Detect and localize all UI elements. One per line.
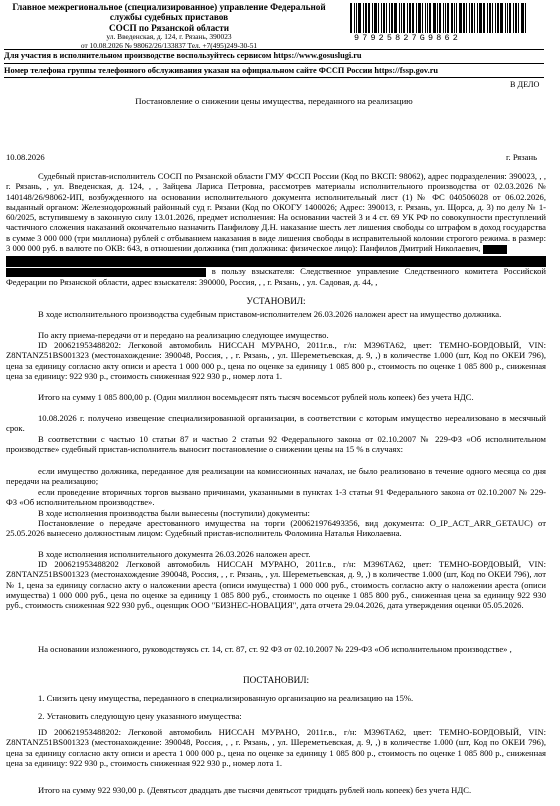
barcode-bar [492,3,493,33]
barcode-bar [518,3,519,33]
paragraph-8: если проведение вторичных торгов вызвано причинами, указанными в пунктах 1-3 статьи 91 Федерального закона от 02.10.2007 № 229-ФЗ «Об исполнительном производстве». [6,487,546,508]
intro-text: Судебный пристав-исполнитель СОСП по Рязанской области ГМУ ФССП России (Код по ВКСП: 98062), адрес подразделения: 390023, , , г. Рязань, , ул. Введенская, д. 124, , , Зайцева Лариса Петровна, рассмотрев материалы исполнительного производства от 02.03.2026 № 140148/26/98062-ИП, возбужденного на основании исполнительного документа исполнительный лист (1) № ФС 040506028 от 06.02.2026, выданный органом: Железнодорожный районный суд г. Рязани (Код по ОКОГУ 1400026; Адрес: 390013, г. Рязань, ул. Щорса, д. 3) по делу № 1-60/2025, вступившему в законную силу 13.01.2026, предмет исполнения: На основании частей 3 и 4 ст. 69 УК РФ по совокупности преступлений частичного сложения наказаний окончательно назначить Панфилову Д.Н. наказание шесть лет лишения свободы со штрафом в доход государства в сумме 3 000 000 (три миллиона) рублей с отбыванием наказания в виде лишения свободы в исправительной колонии строгого режима. в размер: 3 000 000 руб. в валюте по ОКВ: 643, в отношении должника (тип должника: физическое лицо): Панфилов Дмитрий Николаевич, [6,171,546,254]
intro-paragraph [6,171,546,254]
barcode-bar [445,3,446,33]
barcode-bar [507,3,508,33]
issuer-registration: от 10.08.2026 № 98062/26/133837 Тел. +7(495)249-30-51 [80,40,258,50]
barcode-bar [456,3,457,33]
intro-tail-text: в пользу взыскателя: Следственное управление Следственного комитета Российской Федерации по Рязанской области, адрес взыскателя: 390000, Россия, , , г. Рязань, , ул. Садовая, д. 44, , [6,266,546,287]
barcode-number: 97925827G9862 [354,33,461,43]
paragraph-2: По акту приема-передачи от и передано на реализацию следующее имущество. [38,330,329,340]
barcode-bar [386,3,387,33]
barcode-bar [489,3,491,33]
barcode-bar [381,3,382,33]
barcode-bar [459,3,462,33]
resolution-1: 1. Снизить цену имущества, переданного в специализированную организацию на реализацию на 15%. [38,693,414,703]
barcode-bar [354,3,355,33]
barcode-bar [391,3,393,33]
barcode-bar [477,3,478,33]
redaction-line-2 [6,268,206,277]
barcode-bar [515,3,517,33]
barcode-bar [350,3,352,33]
barcode-bar [437,3,438,33]
barcode-bar [427,3,428,33]
barcode-bar [466,3,467,33]
document-date: 10.08.2026 [6,152,45,162]
barcode-bar [447,3,449,33]
barcode-bar [403,3,405,33]
barcode-bar [513,3,514,33]
paragraph-13: На основании изложенного, руководствуясь ст. 14, ст. 87, ст. 92 ФЗ от 02.10.2007 № 229-ФЗ «Об исполнительном производстве» , [38,644,512,654]
barcode-bar [401,3,402,33]
barcode-bar [358,3,361,33]
barcode [350,3,540,33]
barcode-bar [479,3,482,33]
barcode-bar [451,3,453,33]
barcode-bar [439,3,441,33]
issuer-line-2: службы судебных приставов [109,12,229,23]
issuer-address: ул. Введенская, д. 124, г. Рязань, 390023 [106,32,232,42]
resolution-4: Итого на сумму 922 930,00 р. (Девятьсот двадцать две тысячи девятьсот тридцать рублей ноль копеек) без учета НДС. [38,785,472,795]
paragraph-1: В ходе исполнительного производства судебным приставом-исполнителем 26.03.2026 наложен арест на имущество должника. [38,309,502,319]
barcode-bar [483,3,485,33]
barcode-bar [500,3,503,33]
barcode-bar [474,3,475,33]
document-title: Постановление о снижении цены имущества, переданного на реализацию [135,96,413,106]
phone-notice: Номер телефона группы телефонного обслуживания указан на официальном сайте ФССП России https://fssp.gov.ru [4,66,438,75]
gosuslugi-notice: Для участия в исполнительном производстве воспользуйтесь сервисом https://www.gosuslugi.ru [4,51,362,60]
document-city: г. Рязань [506,152,537,162]
barcode-bar [409,3,411,33]
barcode-bar [399,3,400,33]
v-delo-mark: В ДЕЛО [510,80,540,89]
paragraph-6: В соответствии с частью 10 статьи 87 и частью 2 статьи 92 Федерального закона от 02.10.2007 № 229-ФЗ «Об исполнительном производстве» судебный пристав-исполнитель выносит постановление о снижении цены на 15 % в случаях: [6,434,546,455]
barcode-bar [378,3,379,33]
resolution-3: ID 200621953488202: Легковой автомобиль НИССАН МУРАНО, 2011г.в., г/н: М396ТА62, цвет: ТЕМНО-БОРДОВЫЙ, VIN: Z8NTANZ51BS001323 (местонахождение: 390048, Россия, , , г. Рязань, , ул. Шереметьевская, д. 9, ,) в количестве 1.000 (шт, Код по ОКЕИ 796), цена за единицу согласно акту описи и ареста 1 000 000 р., цена по оценке за единицу 1 085 800 р., стоимость по оценке 1 085 800 р., сниженная цена за единицу: 922 930 р., стоимость сниженная 922 930 р., номер лота 1. [6,727,546,768]
barcode-bar [365,3,367,33]
barcode-bar [463,3,465,33]
paragraph-5: 10.08.2026 г. получено извещение специализированной организации, в соответствии с которым имущество нереализовано в месячный срок. [6,413,546,434]
barcode-bar [525,3,526,33]
barcode-bar [363,3,364,33]
paragraph-4: Итого на сумму 1 085 800,00 р. (Один миллион восемьдесят пять тысяч восемьсот рублей ноль копеек) без учета НДС. [38,392,474,402]
barcode-bar [521,3,524,33]
divider-top [4,49,544,50]
divider-mid [4,63,544,64]
barcode-bar [429,3,431,33]
divider-bottom [4,77,544,78]
barcode-bar [407,3,408,33]
barcode-bar [374,3,377,33]
barcode-bar [505,3,506,33]
barcode-bar [497,3,499,33]
issuer-line-1: Главное межрегиональное (специализированное) управление Федеральной [12,2,326,12]
barcode-bar [416,3,417,33]
resolution-2: 2. Установить следующую цену указанного имущества: [38,711,242,721]
issuer-line-3: СОСП по Рязанской области [108,22,230,33]
barcode-bar [443,3,444,33]
barcode-bar [412,3,414,33]
barcode-bar [394,3,397,33]
barcode-bar [495,3,496,33]
barcode-bar [469,3,470,33]
barcode-bar [454,3,455,33]
barcode-bar [389,3,390,33]
issuer-header [4,2,334,50]
paragraph-9: В ходе исполнения производства были вынесены (поступили) документы: [38,508,310,518]
intro-tail-paragraph [6,266,546,287]
barcode-bar [356,3,357,33]
paragraph-12: ID 200621953488202 Легковой автомобиль НИССАН МУРАНО, 2011г.в., г/н: М396ТА62, цвет: ТЕМНО-БОРДОВЫЙ, VIN: Z8NTANZ51BS001323 (местонахождение 390048, Россия, , , г. Рязань, , ул. Шереметьевская, д. 9, ,) в количестве 1.000 (шт, Код по ОКЕИ 796), лот № 1, цена за единицу согласно акту о наложении ареста (описи имущества) 1 000 000 руб., стоимость согласно акту о наложении ареста (описи имущества) 1 000 000 руб., цена по оценке за единицу 1 085 800 руб., стоимость по оценке 1 085 800 руб., сниженная цена за единицу 922 930 руб., стоимость сниженная 922 930 руб., оценщик ООО "БИЗНЕС-НОВАЦИЯ", дата отчета 29.04.2026, дата утверждения оценки 05.05.2026. [6,559,546,611]
postanovil-heading: ПОСТАНОВИЛ: [242,675,310,685]
paragraph-3: ID 200621953488202: Легковой автомобиль НИССАН МУРАНО, 2011г.в., г/н: М396ТА62, цвет: ТЕМНО-БОРДОВЫЙ, VIN: Z8NTANZ51BS001323 (местонахождение: 390048, Россия, , , г. Рязань, , ул. Шереметьевская, д. 9, ,) в количестве 1.000 (шт, Код по ОКЕИ 796), цена за единицу согласно акту описи и ареста 1 000 000 р., цена по оценке за единицу 1 085 800 р., стоимость по оценке 1 085 800 р., сниженная цена за единицу: 922 930 р., стоимость сниженная 922 930 р., номер лота 1. [6,340,546,381]
barcode-bar [383,3,385,33]
barcode-bar [372,3,373,33]
barcode-bar [487,3,488,33]
barcode-bar [422,3,423,33]
barcode-bar [433,3,436,33]
barcode-bar [425,3,426,33]
barcode-bar [509,3,511,33]
barcode-bar [471,3,473,33]
redaction-inline [483,245,507,254]
barcode-bar [368,3,370,33]
paragraph-11: В ходе исполнения исполнительного документа 26.03.2026 наложен арест. [38,549,311,559]
barcode-bar [418,3,421,33]
paragraph-10: Постановление о передаче арестованного имущества на торги (200621976493356, вид документа: O_IP_ACT_ARR_GETAUC) от 25.05.2026 вынесено должностным лицом: Судебный пристав-исполнитель Фоломина Наталья Николаевна. [6,518,546,539]
paragraph-7: если имущество должника, переданное для реализации на комиссионных началах, не было реализовано в течение одного месяца со дня передачи на реализацию; [6,466,546,487]
ustanovil-heading: УСТАНОВИЛ: [246,296,306,306]
